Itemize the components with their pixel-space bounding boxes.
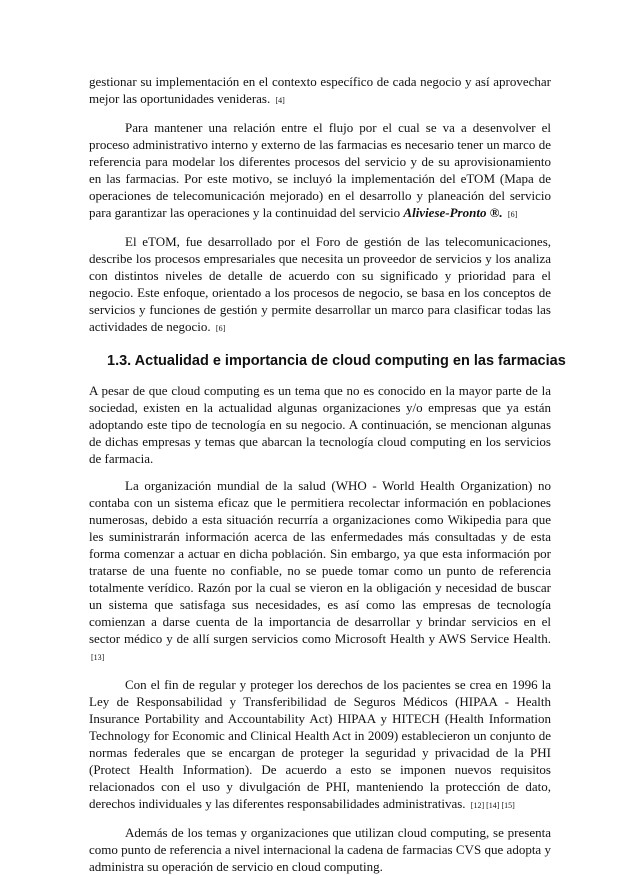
paragraph-cloud-intro — [89, 382, 551, 467]
citation: [4] — [275, 96, 285, 105]
citation: [12] [14] [15] — [470, 801, 515, 810]
paragraph-text: La organización mundial de la salud (WHO - World Health Organization) no contaba con un sistema eficaz que le permitiera recolectar información en poblaciones numerosas, debido a esta situación recurría a organizaciones como Wikipedia para que les suministrarán información acerca de las enfermedades más consultadas y de esta forma comenzar a actuar en dicha población. Sin embargo, ya que esta información por tratarse de una fuente no confiable, no se puede tomar como un punto de referencia totalmente verídico. Razón por la cual se vieron en la obligación y necesidad de buscar un sistema que satisfaga sus necesidades, es así como las empresas de tecnología comienzan a darse cuenta de la importancia de desarrollar y brindar servicios en el sector médico y de allí surgen servicios como Microsoft Health y AWS Service Health. — [89, 478, 551, 646]
paragraph-text: Con el fin de regular y proteger los derechos de los pacientes se crea en 1996 la Ley de Responsabilidad y Transferibilidad de Seguros Médicos (HIPAA - Health Insurance Portability and Accountability Act) HIPAA y HITECH (Health Information Technology for Economic and Clinical Health Act in 2009) establecieron un conjunto de normas federales que se encargan de proteger la seguridad y privacidad de la PHI (Protect Health Information). De acuerdo a esto se imponen nuevos requisitos relacionados con el uso y divulgación de PHI, manteniendo la protección de dato, derechos individuales y las diferentes responsabilidades administrativas. — [89, 677, 551, 811]
paragraph-continuation — [89, 73, 551, 109]
service-brand-name: Aliviese-Pronto ®. — [403, 205, 503, 220]
paragraph-text: A pesar de que cloud computing es un tema que no es conocido en la mayor parte de la sociedad, existen en la actualidad algunas organizaciones y/o empresas que ya están adoptando este tipo de tecnología en su negocio. A continuación, se mencionan algunas de dichas empresas y temas que abarcan la tecnología cloud computing en los servicios de farmacia. — [89, 383, 551, 466]
paragraph-etom-description — [89, 233, 551, 337]
paragraph-text: El eTOM, fue desarrollado por el Foro de gestión de las telecomunicaciones, describe los procesos empresariales que necesita un proveedor de servicios y los analiza con distintos niveles de detalle de acuerdo con su significado y prioridad para el negocio. Este enfoque, orientado a los procesos de negocio, se basa en los conceptos de servicios y funciones de gestión y permite desarrollar un marco para clasificar todas las actividades de negocio. — [89, 234, 551, 334]
citation: [6] — [507, 210, 518, 219]
section-heading: 1.3. Actualidad e importancia de cloud computing en las farmacias — [107, 353, 566, 369]
paragraph-text: gestionar su implementación en el contexto específico de cada negocio y así aprovechar mejor las oportunidades venideras. — [89, 74, 551, 106]
paragraph-who — [89, 477, 551, 666]
page-content — [89, 73, 566, 875]
paragraph-text: Además de los temas y organizaciones que utilizan cloud computing, se presenta como punto de referencia a nivel internacional la cadena de farmacias CVS que adopta y administra su operación de servicio en cloud computing. — [89, 825, 551, 874]
citation: [13] — [91, 653, 105, 662]
paragraph-cvs — [89, 824, 551, 875]
paragraph-etom-intro — [89, 119, 551, 223]
citation: [6] — [215, 324, 226, 333]
paragraph-text: Para mantener una relación entre el flujo por el cual se va a desenvolver el proceso administrativo interno y externo de las farmacias es necesario tener un marco de referencia para modelar los diferentes procesos del servicio y de su aprovisionamiento en las farmacias. Por este motivo, se incluyó la implementación del eTOM (Mapa de operaciones de telecomunicación mejorado) en el desarrollo y planeación del servicio para garantizar las operaciones y la continuidad del servicio — [89, 120, 551, 220]
paragraph-hipaa — [89, 676, 551, 814]
